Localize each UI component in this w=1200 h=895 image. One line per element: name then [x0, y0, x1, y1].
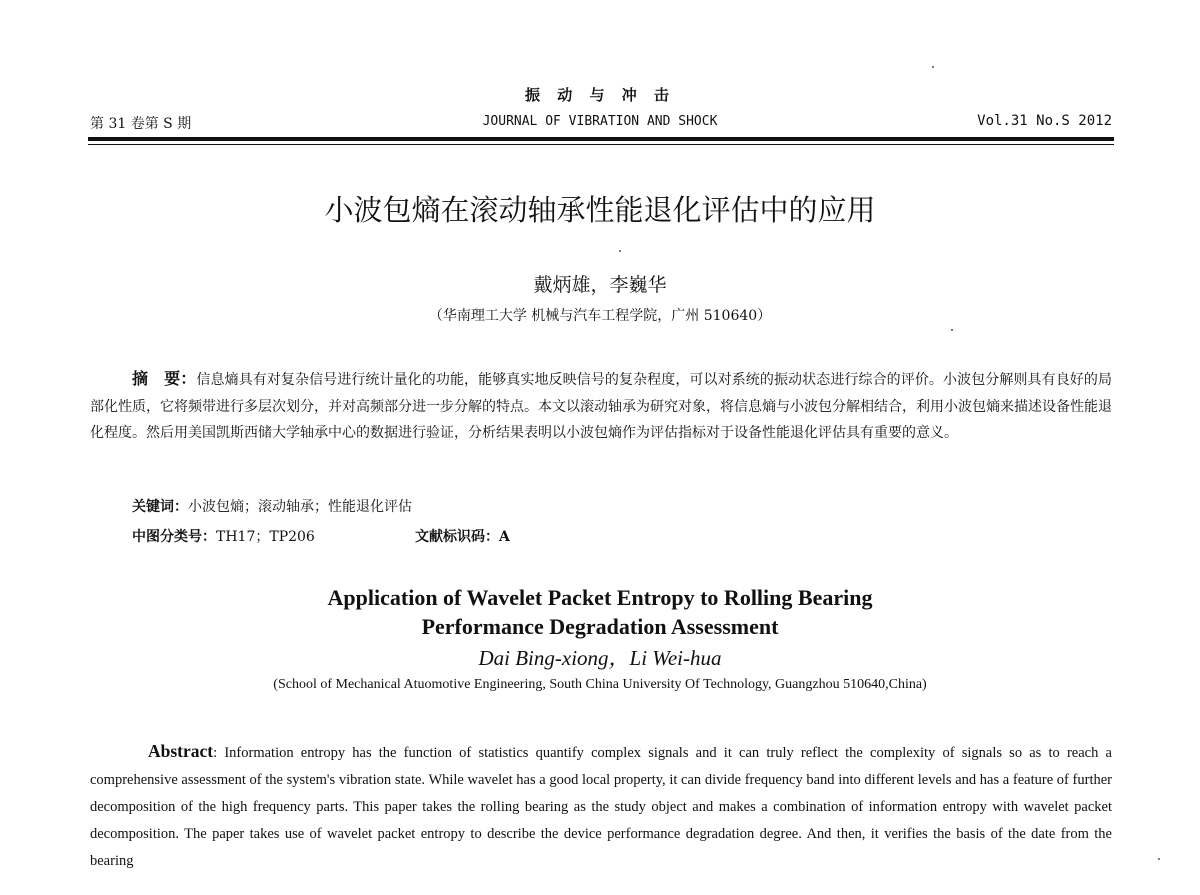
- journal-title-cn: 振 动 与 冲 击: [525, 86, 675, 104]
- article-title-en: [0, 583, 1200, 641]
- scan-speck: [619, 250, 621, 252]
- classification-label-cn: 中图分类号：: [132, 529, 216, 545]
- keywords-cn: [132, 496, 412, 516]
- article-title-en-line1: Application of Wavelet Packet Entropy to Rolling Bearing: [327, 585, 873, 610]
- header-rule-thick: [88, 137, 1114, 141]
- keywords-text-cn: 小波包熵；滚动轴承；性能退化评估: [188, 499, 412, 515]
- doc-code-label-cn: 文献标识码：: [415, 529, 499, 545]
- scan-speck: [932, 66, 934, 68]
- header-rule-thin: [88, 144, 1114, 145]
- authors-en: Dai Bing-xiong，Li Wei-hua: [478, 646, 722, 670]
- abstract-text-en: : Information entropy has the function of statistics quantify complex signals and it can truly reflect the complexity of signals so as to reach a comprehensive assessment of the system's vibration state. While wavelet has a good local property, it can divide frequency band into different levels and has a feature of further decomposition of the high frequency parts. This paper takes the rolling bearing as the study object and makes a combination of information entropy with wavelet packet decomposition. The paper takes use of wavelet packet entropy to describe the device performance degradation degree. And then, it verifies the basis of the date from the bearing: [90, 745, 1112, 869]
- journal-title-en: JOURNAL OF VIBRATION AND SHOCK: [482, 114, 718, 129]
- scan-speck: [1158, 858, 1160, 860]
- abstract-cn: [90, 366, 1112, 447]
- article-title-cn: 小波包熵在滚动轴承性能退化评估中的应用: [324, 193, 876, 227]
- issue-label: 第 31 卷第 S 期: [90, 116, 192, 132]
- classification-text-cn: TH17；TP206: [216, 529, 315, 545]
- abstract-en: [90, 738, 1112, 875]
- affiliation-cn: （华南理工大学 机械与汽车工程学院，广州 510640）: [428, 308, 772, 324]
- keywords-label-cn: 关键词：: [132, 499, 188, 515]
- doc-code-cn: [415, 526, 510, 546]
- article-title-en-line2: Performance Degradation Assessment: [421, 614, 779, 639]
- doc-code-value-cn: A: [499, 529, 510, 545]
- authors-cn: 戴炳雄，李巍华: [533, 274, 667, 296]
- classification-cn: [132, 526, 315, 546]
- affiliation-en: (School of Mechanical Atuomotive Engineering, South China University Of Technology, Guangzhou 510640,China): [273, 677, 927, 692]
- abstract-text-cn: 信息熵具有对复杂信号进行统计量化的功能，能够真实地反映信号的复杂程度，可以对系统的振动状态进行综合的评价。小波包分解则具有良好的局部化性质，它将频带进行多层次划分，并对高频部分进一步分解的特点。本文以滚动轴承为研究对象，将信息熵与小波包分解相结合，利用小波包熵来描述设备性能退化程度。然后用美国凯斯西储大学轴承中心的数据进行验证，分析结果表明以小波包熵作为评估指标对于设备性能退化评估具有重要的意义。: [90, 372, 1112, 441]
- abstract-label-cn: 摘 要：: [132, 369, 197, 388]
- scan-speck: [951, 329, 953, 331]
- volume-label: Vol.31 No.S 2012: [977, 113, 1112, 129]
- abstract-label-en: Abstract: [148, 741, 214, 761]
